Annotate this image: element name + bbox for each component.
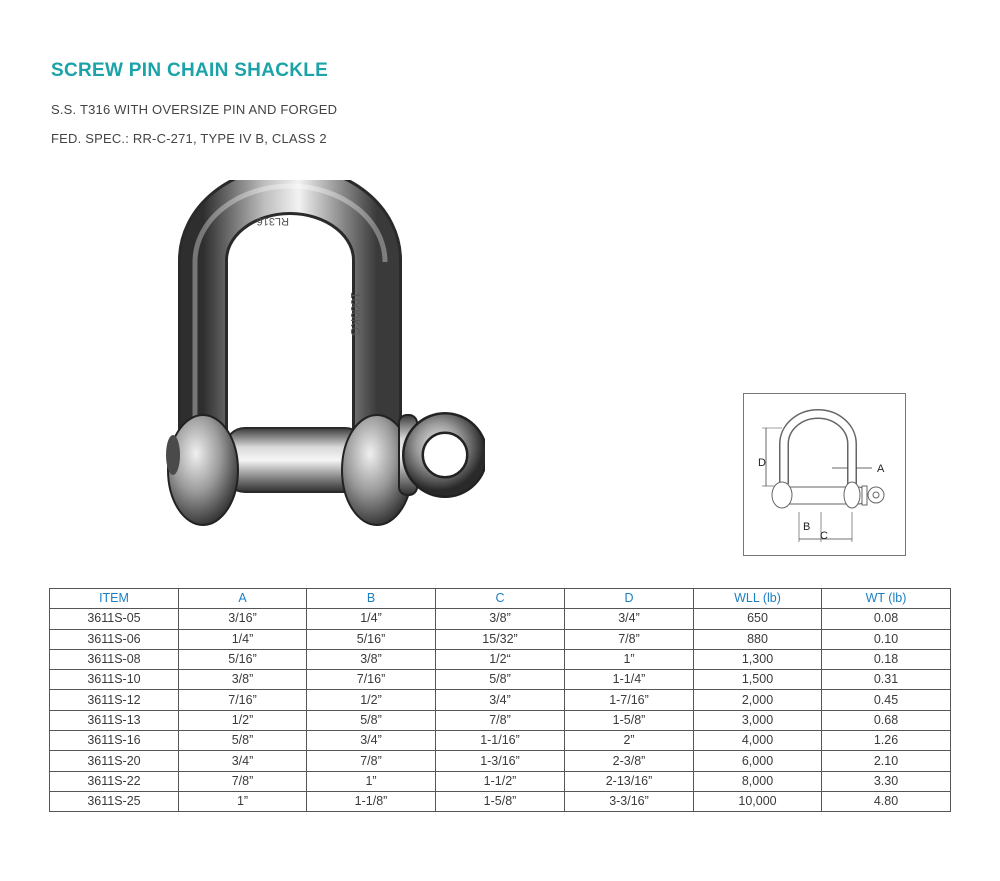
table-row: [50, 791, 951, 811]
column-header: C: [436, 589, 565, 609]
shackle-photo: [155, 180, 485, 535]
table-cell: 3/8”: [307, 649, 436, 669]
table-cell: 7/8”: [307, 751, 436, 771]
table-cell: 5/8”: [179, 731, 307, 751]
label-b: B: [803, 521, 811, 533]
table-row: [50, 731, 951, 751]
table-row: [50, 609, 951, 629]
table-cell: 2-3/8”: [565, 751, 694, 771]
column-header: WT (lb): [822, 589, 951, 609]
table-cell: 3/16”: [179, 609, 307, 629]
table-cell: 2-13/16”: [565, 771, 694, 791]
item-code-cell: 3611S-06: [50, 629, 179, 649]
table-cell: 1/2”: [179, 710, 307, 730]
column-header: D: [565, 589, 694, 609]
table-header-row: [50, 589, 951, 609]
table-cell: 1,300: [694, 649, 822, 669]
label-c: C: [820, 530, 828, 542]
table-cell: 1/4”: [307, 609, 436, 629]
table-cell: 880: [694, 629, 822, 649]
table-cell: 1/2“: [436, 649, 565, 669]
table-row: [50, 629, 951, 649]
table-row: [50, 771, 951, 791]
item-code-cell: 3611S-25: [50, 791, 179, 811]
table-row: [50, 710, 951, 730]
table-cell: 0.08: [822, 609, 951, 629]
table-cell: 0.18: [822, 649, 951, 669]
capacity-mark: 1000KG: [348, 292, 362, 337]
table-cell: 6,000: [694, 751, 822, 771]
table-cell: 4.80: [822, 791, 951, 811]
table-cell: 0.10: [822, 629, 951, 649]
material-description: S.S. T316 WITH OVERSIZE PIN AND FORGED: [51, 102, 338, 117]
label-d: D: [758, 457, 766, 469]
table-row: [50, 690, 951, 710]
table-cell: 3/8”: [436, 609, 565, 629]
table-cell: 3.30: [822, 771, 951, 791]
table-cell: 1-5/8”: [436, 791, 565, 811]
table-row: [50, 751, 951, 771]
table-cell: 1.26: [822, 731, 951, 751]
table-cell: 3-3/16”: [565, 791, 694, 811]
table-cell: 1”: [307, 771, 436, 791]
table-cell: 5/8”: [436, 670, 565, 690]
table-cell: 1-1/8”: [307, 791, 436, 811]
table-row: [50, 670, 951, 690]
spec-description: FED. SPEC.: RR-C-271, TYPE IV B, CLASS 2: [51, 131, 327, 146]
table-cell: 1-5/8”: [565, 710, 694, 730]
item-code-cell: 3611S-13: [50, 710, 179, 730]
table-cell: 3/8”: [179, 670, 307, 690]
table-cell: 3/4”: [436, 690, 565, 710]
table-cell: 2”: [565, 731, 694, 751]
table-cell: 8,000: [694, 771, 822, 791]
column-header: WLL (lb): [694, 589, 822, 609]
table-cell: 7/16”: [307, 670, 436, 690]
spec-table: [49, 588, 951, 812]
table-cell: 1”: [565, 649, 694, 669]
table-cell: 7/16”: [179, 690, 307, 710]
item-code-cell: 3611S-12: [50, 690, 179, 710]
table-body: [50, 609, 951, 812]
table-cell: 2.10: [822, 751, 951, 771]
table-cell: 3/4”: [179, 751, 307, 771]
table-cell: 1/4”: [179, 629, 307, 649]
table-cell: 15/32”: [436, 629, 565, 649]
table-cell: 3/4”: [307, 731, 436, 751]
table-cell: 7/8”: [436, 710, 565, 730]
table-cell: 650: [694, 609, 822, 629]
column-header: B: [307, 589, 436, 609]
table-cell: 5/16”: [307, 629, 436, 649]
item-code-cell: 3611S-20: [50, 751, 179, 771]
table-cell: 5/8”: [307, 710, 436, 730]
item-code-cell: 3611S-22: [50, 771, 179, 791]
column-header: ITEM: [50, 589, 179, 609]
table-cell: 7/8”: [565, 629, 694, 649]
table-cell: 4,000: [694, 731, 822, 751]
table-cell: 7/8”: [179, 771, 307, 791]
table-cell: 1-7/16”: [565, 690, 694, 710]
table-row: [50, 649, 951, 669]
table-cell: 1,500: [694, 670, 822, 690]
table-cell: 10,000: [694, 791, 822, 811]
item-code-cell: 3611S-16: [50, 731, 179, 751]
table-cell: 1-3/16”: [436, 751, 565, 771]
dimension-diagram: [743, 393, 906, 556]
item-code-cell: 3611S-08: [50, 649, 179, 669]
item-code-cell: 3611S-05: [50, 609, 179, 629]
table-cell: 3/4”: [565, 609, 694, 629]
label-a: A: [877, 463, 885, 475]
table-cell: 5/16”: [179, 649, 307, 669]
table-cell: 1”: [179, 791, 307, 811]
page-title: SCREW PIN CHAIN SHACKLE: [51, 60, 329, 81]
table-cell: 3,000: [694, 710, 822, 730]
item-code-cell: 3611S-10: [50, 670, 179, 690]
table-cell: 0.68: [822, 710, 951, 730]
table-cell: 1/2”: [307, 690, 436, 710]
maker-mark: RL316: [256, 215, 289, 227]
table-cell: 1-1/16”: [436, 731, 565, 751]
column-header: A: [179, 589, 307, 609]
table-cell: 1-1/2”: [436, 771, 565, 791]
table-cell: 0.31: [822, 670, 951, 690]
table-cell: 0.45: [822, 690, 951, 710]
table-cell: 2,000: [694, 690, 822, 710]
table-cell: 1-1/4”: [565, 670, 694, 690]
